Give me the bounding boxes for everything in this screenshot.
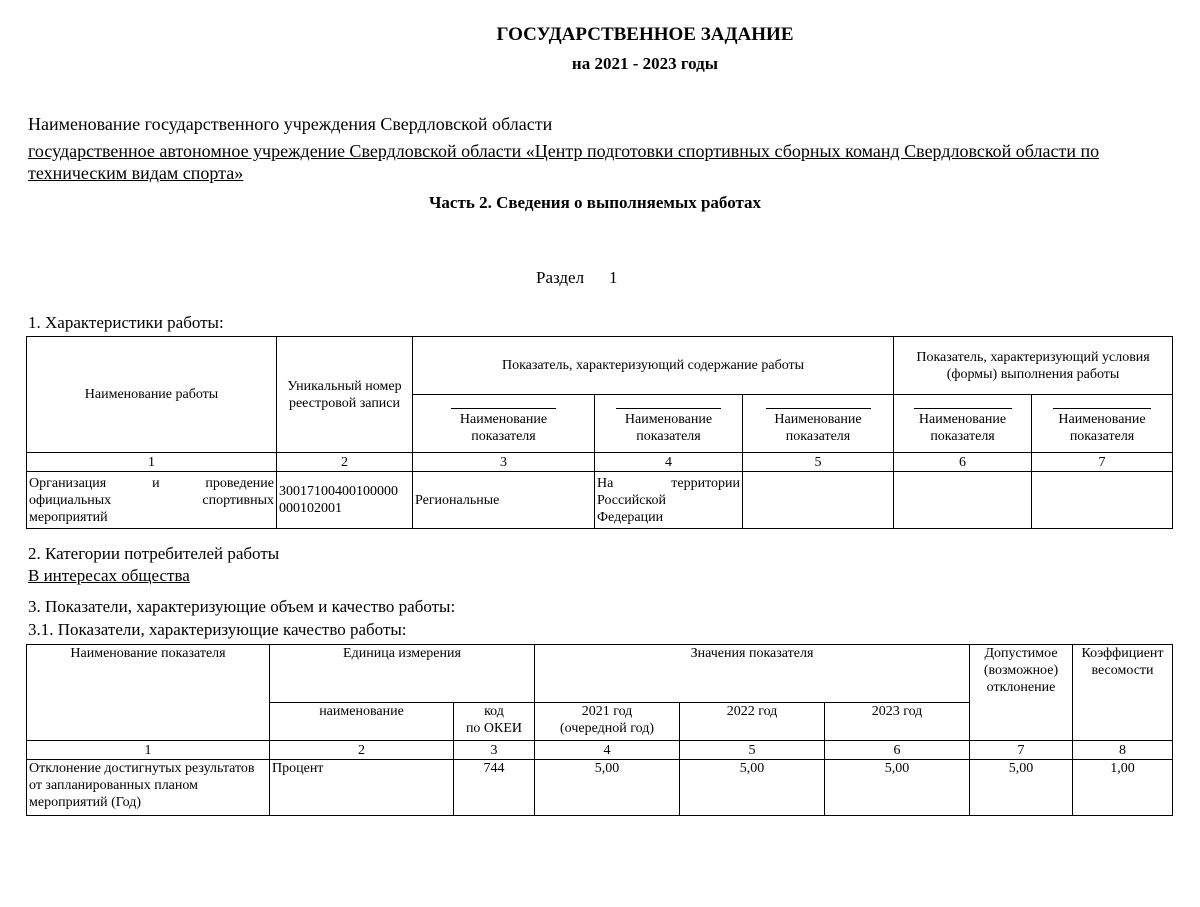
cell-okei: 744 bbox=[454, 760, 535, 816]
section-label: Раздел bbox=[536, 268, 585, 287]
header-year-2021 bbox=[535, 703, 680, 741]
table-row bbox=[27, 760, 1173, 816]
consumer-category: В интересах общества bbox=[28, 566, 190, 585]
cell-c7 bbox=[1032, 472, 1173, 529]
header-unit: Единица измерения bbox=[270, 645, 535, 703]
col-number: 5 bbox=[680, 741, 825, 760]
col-number: 2 bbox=[270, 741, 454, 760]
header-indicator-name bbox=[894, 395, 1032, 453]
registry-line: 000102001 bbox=[279, 501, 342, 516]
col-number: 8 bbox=[1073, 741, 1173, 760]
cell-registry bbox=[277, 472, 413, 529]
cell-value-2021: 5,00 bbox=[535, 760, 680, 816]
section1-heading: 1. Характеристики работы: bbox=[28, 313, 224, 332]
cell-value-2023: 5,00 bbox=[825, 760, 970, 816]
section-number: 1 bbox=[609, 268, 618, 287]
cell-value-2022: 5,00 bbox=[680, 760, 825, 816]
c4-line: Российской bbox=[597, 492, 666, 508]
cell-work-name bbox=[27, 472, 277, 529]
part-title: Часть 2. Сведения о выполняемых работах bbox=[428, 193, 762, 212]
org-label: Наименование государственного учреждения Свердловской области bbox=[28, 114, 553, 134]
header-indicator-name bbox=[1032, 395, 1173, 453]
okei-line: по ОКЕИ bbox=[465, 721, 523, 736]
header-work-name: Наименование работы bbox=[27, 337, 277, 453]
header-okei bbox=[454, 703, 535, 741]
section2-heading: 2. Категории потребителей работы bbox=[28, 544, 280, 563]
header-deviation: Допустимое (возможное) отклонение bbox=[970, 645, 1073, 741]
cell-indicator-name: Отклонение достигнутых результатов от запланированных планом мероприятий (Год) bbox=[27, 760, 270, 816]
col-number: 3 bbox=[413, 453, 595, 472]
header-values: Значения показателя bbox=[535, 645, 970, 703]
col-number: 1 bbox=[27, 741, 270, 760]
table-row bbox=[27, 472, 1173, 529]
year-2021-line: 2021 год bbox=[581, 704, 633, 719]
header-year-2022: 2022 год bbox=[680, 703, 825, 741]
work-name-line: Организация и проведение bbox=[29, 475, 274, 491]
cell-deviation: 5,00 bbox=[970, 760, 1073, 816]
c4-line: Федерации bbox=[597, 509, 664, 525]
header-content-indicator: Показатель, характеризующий содержание работы bbox=[413, 337, 894, 395]
year-2021-line: (очередной год) bbox=[560, 721, 654, 736]
cell-coefficient: 1,00 bbox=[1073, 760, 1173, 816]
okei-line: код bbox=[484, 704, 504, 719]
col-number: 7 bbox=[1032, 453, 1173, 472]
section3-heading: 3. Показатели, характеризующие объем и качество работы: bbox=[28, 597, 456, 616]
col-number: 1 bbox=[27, 453, 277, 472]
header-unit-name: наименование bbox=[270, 703, 454, 741]
document-title: ГОСУДАРСТВЕННОЕ ЗАДАНИЕ bbox=[496, 24, 794, 45]
header-registry: Уникальный номер реестровой записи bbox=[277, 337, 413, 453]
registry-line: 30017100400100000 bbox=[279, 484, 398, 499]
indicator-name-label: Наименование показателя bbox=[1053, 408, 1151, 445]
org-name: государственное автономное учреждение Свердловской области «Центр подготовки спортивных сборных команд Свердловской области по техническим видам спорта» bbox=[28, 141, 1100, 183]
col-number: 6 bbox=[894, 453, 1032, 472]
indicator-name-label: Наименование показателя bbox=[766, 408, 871, 445]
indicator-name-label: Наименование показателя bbox=[451, 408, 556, 445]
header-coefficient: Коэффициент весомости bbox=[1073, 645, 1173, 741]
indicator-name-label: Наименование показателя bbox=[616, 408, 721, 445]
c4-line: На территории bbox=[597, 475, 740, 491]
cell-c4 bbox=[595, 472, 743, 529]
col-number: 4 bbox=[595, 453, 743, 472]
cell-c5 bbox=[743, 472, 894, 529]
document-subtitle: на 2021 - 2023 годы bbox=[571, 54, 719, 73]
header-indicator-name bbox=[743, 395, 894, 453]
section31-heading: 3.1. Показатели, характеризующие качество работы: bbox=[28, 620, 407, 639]
col-number: 4 bbox=[535, 741, 680, 760]
header-conditions-indicator: Показатель, характеризующий условия (формы) выполнения работы bbox=[894, 337, 1173, 395]
quality-indicators-table bbox=[26, 644, 1173, 816]
col-number: 3 bbox=[454, 741, 535, 760]
work-characteristics-table bbox=[26, 336, 1173, 529]
work-name-line: официальных спортивных bbox=[29, 492, 274, 508]
header-indicator-name: Наименование показателя bbox=[27, 645, 270, 741]
cell-c6 bbox=[894, 472, 1032, 529]
cell-unit: Процент bbox=[270, 760, 454, 816]
header-year-2023: 2023 год bbox=[825, 703, 970, 741]
work-name-line: мероприятий bbox=[29, 509, 108, 525]
col-number: 7 bbox=[970, 741, 1073, 760]
col-number: 6 bbox=[825, 741, 970, 760]
indicator-name-label: Наименование показателя bbox=[914, 408, 1012, 445]
col-number: 5 bbox=[743, 453, 894, 472]
header-indicator-name bbox=[413, 395, 595, 453]
cell-c3: Региональные bbox=[413, 472, 595, 529]
col-number: 2 bbox=[277, 453, 413, 472]
header-indicator-name bbox=[595, 395, 743, 453]
